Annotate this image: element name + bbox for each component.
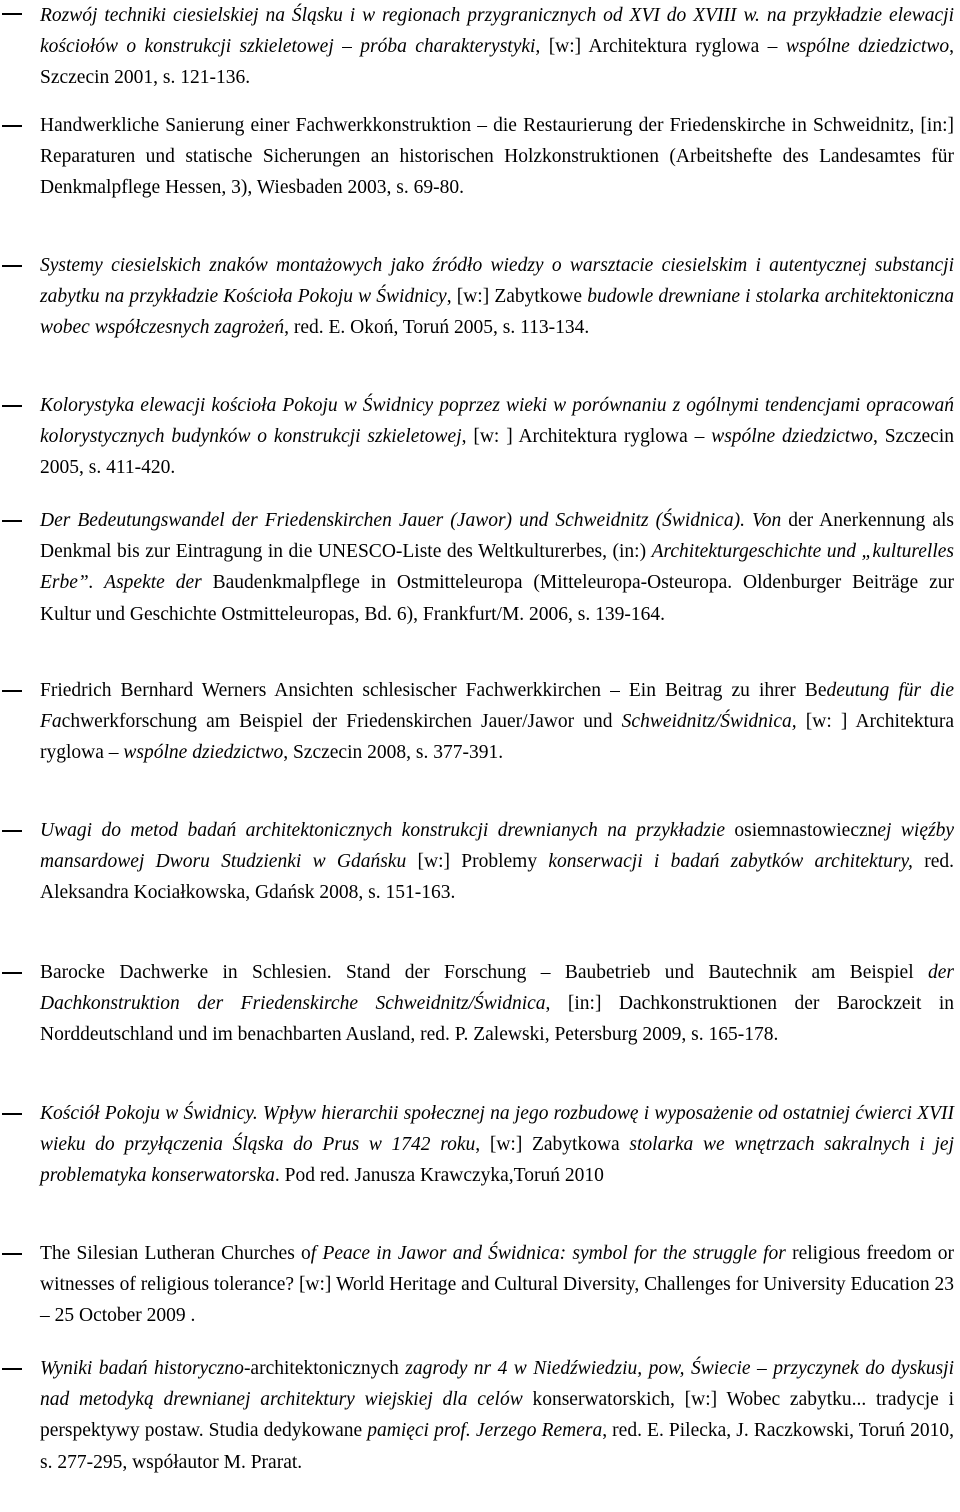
text-segment: , Szczecin 2008, s. 377-391. xyxy=(283,742,504,764)
italic-segment: wspólne dziedzictwo xyxy=(123,742,284,764)
text-segment: , [w:] Zabytkowe xyxy=(446,286,588,308)
text-segment: , [w: ] Architektura ryglowa – xyxy=(461,426,712,448)
italic-segment: pamięci prof. Jerzego Remera xyxy=(367,1420,603,1442)
text-segment: , red. E. Pilecka, J. Raczkowski, Toruń 2010, s. 277-295, współautor M. Prarat. xyxy=(40,1420,955,1473)
italic-segment: stolarka we wnętrzach sakralnych i jej problematyka konserwatorska xyxy=(40,1134,954,1187)
dash-bullet-icon xyxy=(2,405,22,407)
text-segment: Barocke Dachwerke in Schlesien. Stand der Forschung – Baubetrieb und Bautechnik am Beispiel xyxy=(40,962,928,983)
text-segment: , red. E. Okoń, Toruń 2005, s. 113-134. xyxy=(284,317,590,339)
entry-text xyxy=(40,0,954,94)
text-segment: Friedrich Bernhard Werners Ansichten schlesischer Fachwerkkirchen – Ein Beitrag zu ihrer Be xyxy=(40,680,827,701)
italic-segment: Kościół Pokoju w Świdnicy. Wpływ hierarchii społecznej na jego rozbudowę i wyposażenie od ostatniej ćwierci XVII wieku do przyłączenia Śląska do Prus w 1742 roku xyxy=(40,1103,954,1156)
dash-bullet-icon xyxy=(2,1113,22,1115)
text-segment: [w:] Problemy xyxy=(406,851,549,873)
entry-text xyxy=(40,1238,954,1332)
entry-text xyxy=(40,957,954,1051)
entry-text xyxy=(40,675,954,769)
text-segment: [w: ] Architektura ryglowa – xyxy=(40,711,954,764)
text-segment: -architektonicznych xyxy=(243,1358,406,1379)
text-segment: , Szczecin 2001, s. 121-136. xyxy=(40,36,954,89)
entry-text xyxy=(40,1098,954,1192)
italic-segment: Systemy ciesielskich znaków montażowych jako źródło wiedzy o warsztacie ciesielskim i autentycznej substancji zabytku na przykładzie Kościoła Pokoju w Świdnicy xyxy=(40,255,954,308)
text-segment: Handwerkliche Sanierung einer Fachwerkkonstruktion – die Restaurierung der Friedenskirche in Schweidnitz, [in:] Reparaturen und statische Sicherungen an historischen Holzkonstruktionen (Arbeitshefte des Landesamtes für Denkmalpflege Hessen, 3), Wiesbaden 2003, s. 69-80. xyxy=(40,115,954,199)
text-segment: , [in:] Dachkonstruktionen der Barockzeit in Norddeutschland und im benachbarten Ausland, red. P. Zalewski, Petersburg 2009, s. 165-178. xyxy=(40,993,954,1046)
dash-bullet-icon xyxy=(2,830,22,832)
text-segment: religious freedom or witnesses of religious tolerance? [w:] World Heritage and Cultural Diversity, Challenges for University Education 23 – 25 October 2009 . xyxy=(40,1243,954,1327)
italic-segment: Uwagi do metod badań architektonicznych konstrukcji drewnianych na przykładzie xyxy=(40,820,725,841)
dash-bullet-icon xyxy=(2,125,22,127)
entry-text xyxy=(40,505,954,630)
italic-segment: zagrody nr 4 w Niedźwiedziu, pow, Świecie – przyczynek do dyskusji nad metodyką drewnianej architektury wiejskiej dla celów xyxy=(40,1358,955,1411)
italic-segment: konserwacji i badań zabytków architektury, xyxy=(548,851,913,873)
dash-bullet-icon xyxy=(2,1253,22,1255)
text-segment: chwerkforschung am Beispiel der Friedenskirchen Jauer/Jawor und xyxy=(61,711,622,733)
entry-text xyxy=(40,390,954,484)
text-segment: [w:] Architektura ryglowa – xyxy=(540,36,786,58)
italic-segment: Rozwój techniki ciesielskiej na Śląsku i w regionach przygranicznych od XVI do XVIII w. na przykładzie elewacji kościołów o konstrukcji szkieletowej – próba charakterystyki, xyxy=(40,5,954,58)
entry-text xyxy=(40,1353,954,1478)
dash-bullet-icon xyxy=(2,13,22,15)
dash-bullet-icon xyxy=(2,972,22,974)
entry-text xyxy=(40,110,954,204)
text-segment: der Anerkennung als Denkmal bis zur Eintragung in die UNESCO-Liste des Weltkulturerbes, (in:) xyxy=(40,510,954,563)
italic-segment: budowle drewniane i stolarka architektoniczna wobec współczesnych zagrożeń xyxy=(40,286,954,339)
italic-segment: Schweidnitz/Świdnica, xyxy=(621,711,797,733)
dash-bullet-icon xyxy=(2,265,22,267)
text-segment: konserwatorskich, [w:] Wobec zabytku... tradycje i perspektywy postaw. Studia dedykowane xyxy=(40,1389,954,1442)
italic-segment: wspólne dziedzictwo xyxy=(711,426,873,448)
text-segment: red. Aleksandra Kociałkowska, Gdańsk 2008, s. 151-163. xyxy=(40,851,955,904)
text-segment: Baudenkmalpflege in Ostmitteleuropa (Mitteleuropa-Osteuropa. Oldenburger Beiträge zur Kultur und Geschichte Ostmitteleuropas, Bd. 6), Frankfurt/M. 2006, s. 139-164. xyxy=(40,572,954,625)
italic-segment: Wyniki badań historyczno xyxy=(40,1358,244,1379)
text-segment: The Silesian Lutheran Churches o xyxy=(40,1243,311,1264)
italic-segment: wspólne dziedzictwo xyxy=(785,36,950,58)
text-segment: . Pod red. Janusza Krawczyka,Toruń 2010 xyxy=(274,1165,604,1187)
italic-segment: Kolorystyka elewacji kościoła Pokoju w Świdnicy poprzez wieki w porównaniu z ogólnymi tendencjami opracowań kolorystycznych budynków o konstrukcji szkieletowej xyxy=(40,395,954,448)
italic-segment: der Dachkonstruktion der Friedenskirche Schweidnitz/Świdnica xyxy=(40,962,954,1015)
entry-text xyxy=(40,250,954,344)
italic-segment: ej więźby mansardowej Dworu Studzienki w Gdańsku xyxy=(40,820,954,873)
italic-segment: Der Bedeutungswandel der Friedenskirchen Jauer (Jawor) und Schweidnitz (Świdnica). Von xyxy=(40,510,782,531)
entry-text xyxy=(40,815,954,909)
italic-segment: deutung für die Fa xyxy=(40,680,955,733)
text-segment: , Szczecin 2005, s. 411-420. xyxy=(40,426,954,479)
italic-segment: Architekturgeschichte und „kulturelles Erbe”. Aspekte der xyxy=(40,541,954,594)
text-segment: , [w:] Zabytkowa xyxy=(475,1134,630,1156)
dash-bullet-icon xyxy=(2,1368,22,1370)
dash-bullet-icon xyxy=(2,520,22,522)
text-segment: osiemnastowieczn xyxy=(724,820,878,841)
dash-bullet-icon xyxy=(2,690,22,692)
italic-segment: f Peace in Jawor and Świdnica: symbol for the struggle for xyxy=(310,1243,786,1264)
